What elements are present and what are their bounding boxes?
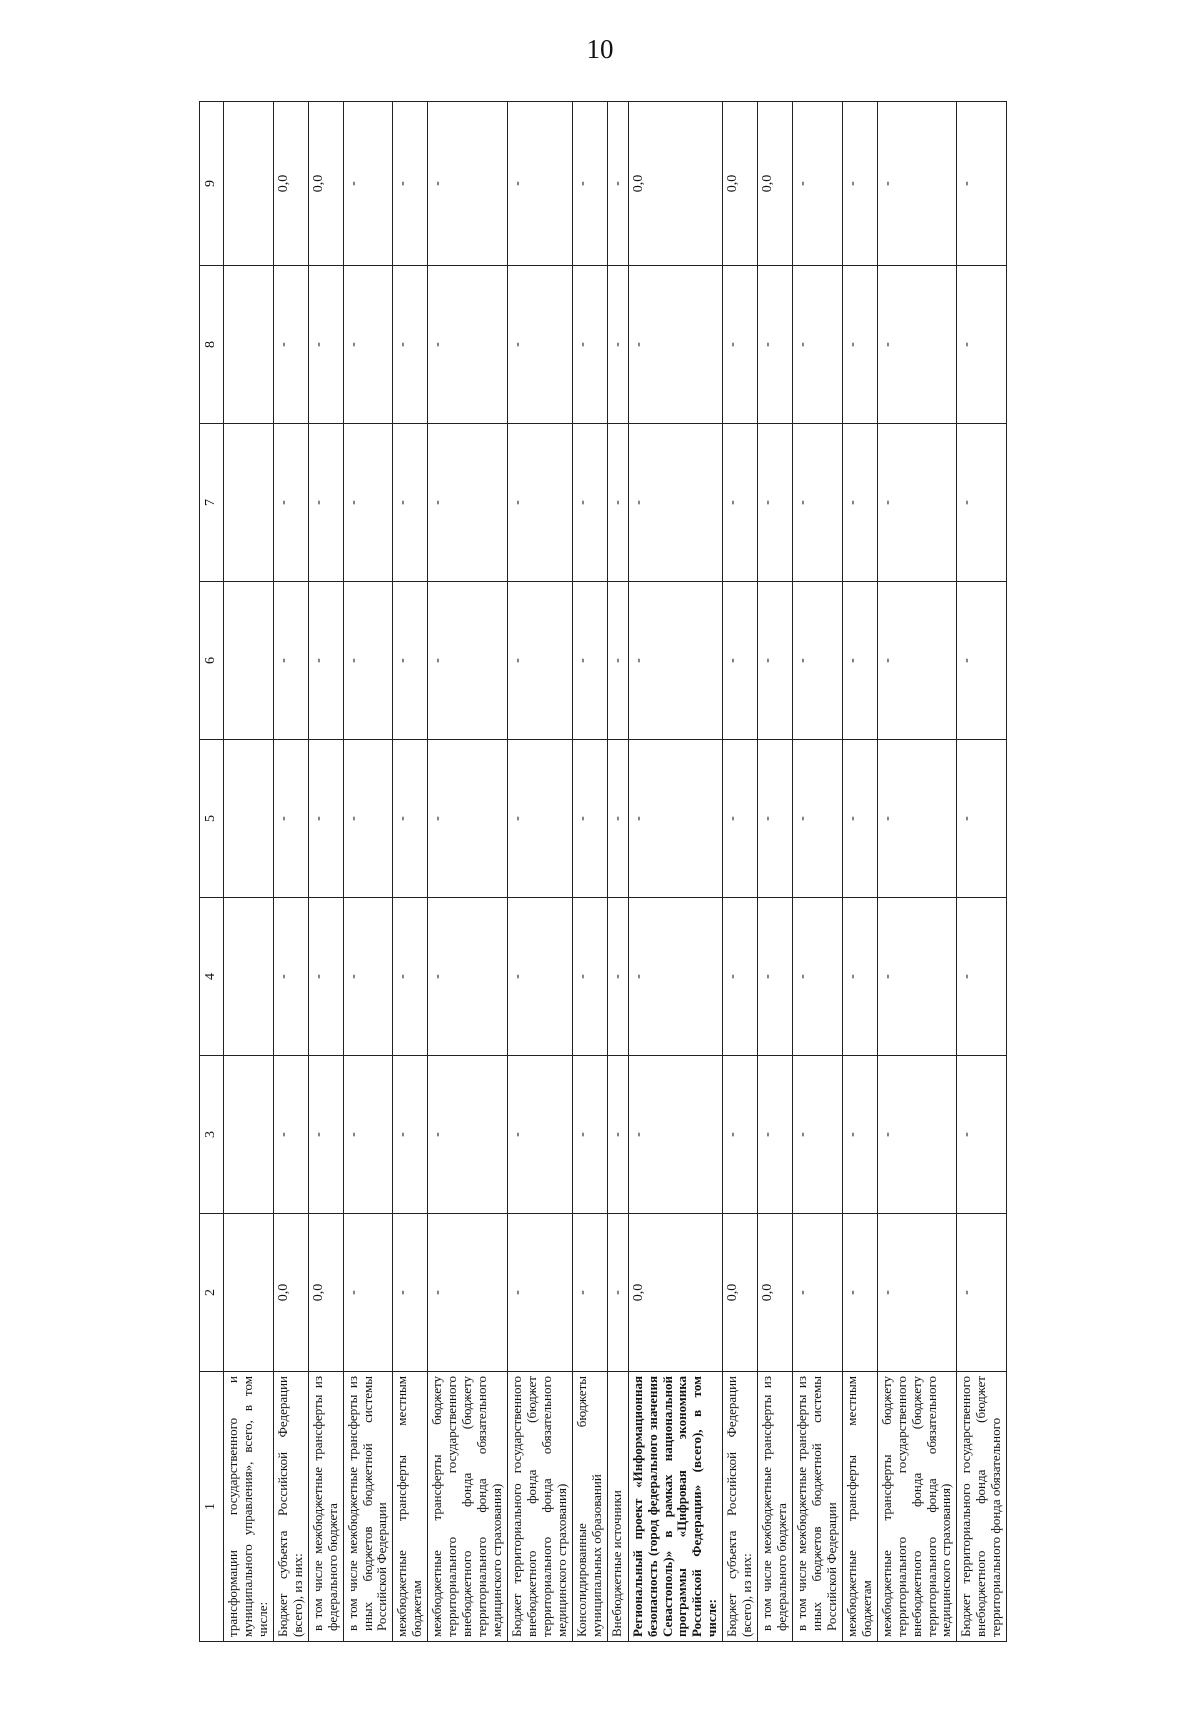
table-cell-value: - bbox=[507, 740, 572, 898]
table-row bbox=[428, 102, 508, 1642]
table-cell-value: - bbox=[308, 898, 343, 1056]
table-cell-value: - bbox=[758, 266, 793, 424]
column-number-row bbox=[200, 102, 224, 1642]
table-cell-value: - bbox=[793, 582, 843, 740]
table-cell-value: - bbox=[273, 582, 308, 740]
table-cell-value: - bbox=[723, 1056, 758, 1214]
table-cell-value: - bbox=[428, 1056, 508, 1214]
table-cell-value: - bbox=[957, 582, 1007, 740]
column-header: 1 bbox=[200, 1372, 224, 1642]
table-cell-value: - bbox=[393, 1056, 428, 1214]
table-cell-value: 0,0 bbox=[308, 102, 343, 266]
table-cell-value: - bbox=[308, 740, 343, 898]
table-cell-value: - bbox=[877, 1056, 957, 1214]
table-cell-value: - bbox=[628, 582, 723, 740]
table-cell-value: - bbox=[607, 1056, 628, 1214]
table-cell-value: - bbox=[628, 898, 723, 1056]
table-cell-value: - bbox=[758, 740, 793, 898]
table-cell-value: - bbox=[607, 898, 628, 1056]
table-cell-value: - bbox=[723, 266, 758, 424]
column-header: 5 bbox=[200, 740, 224, 898]
table-cell-value: - bbox=[877, 898, 957, 1056]
table-cell-value: - bbox=[343, 424, 393, 582]
table-cell-value: - bbox=[607, 266, 628, 424]
table-cell-value: - bbox=[723, 582, 758, 740]
table-cell-value: - bbox=[957, 424, 1007, 582]
table-row bbox=[343, 102, 393, 1642]
table-cell-value: - bbox=[842, 1056, 877, 1214]
table-cell-value: 0,0 bbox=[723, 102, 758, 266]
table-cell-value: - bbox=[628, 1056, 723, 1214]
table-cell-value: - bbox=[758, 898, 793, 1056]
table-cell-value: - bbox=[758, 424, 793, 582]
table-cell-value: - bbox=[572, 1214, 607, 1372]
table-cell-value: - bbox=[428, 102, 508, 266]
table-cell-value: - bbox=[877, 1214, 957, 1372]
table-cell-value: - bbox=[628, 266, 723, 424]
table-cell-value: - bbox=[793, 740, 843, 898]
table-cell-value: - bbox=[877, 424, 957, 582]
row-label: межбюджетные трансферты бюджету территориального государственного внебюджетного фонда (бюджету территориального фонда обязательного медицинского страхования) bbox=[877, 1372, 957, 1642]
row-label: трансформации государственного и муниципального управления», всего, в том числе: bbox=[224, 1372, 274, 1642]
table-cell-value: - bbox=[343, 740, 393, 898]
table-cell-value: - bbox=[842, 898, 877, 1056]
table-row bbox=[308, 102, 343, 1642]
table-cell-value: - bbox=[877, 740, 957, 898]
table-cell-value: - bbox=[308, 582, 343, 740]
table-cell-value: - bbox=[957, 740, 1007, 898]
page-number: 10 bbox=[586, 34, 614, 64]
table-cell-value: - bbox=[723, 424, 758, 582]
row-label: Бюджет субъекта Российской Федерации (всего), из них: bbox=[723, 1372, 758, 1642]
table-cell-value: - bbox=[507, 582, 572, 740]
row-label: Консолидированные бюджеты муниципальных образований bbox=[572, 1372, 607, 1642]
table-cell-value: - bbox=[957, 1056, 1007, 1214]
row-label: в том числе межбюджетные трансферты из федерального бюджета bbox=[308, 1372, 343, 1642]
table-cell-value: - bbox=[758, 582, 793, 740]
table-cell-value: - bbox=[428, 582, 508, 740]
table-cell-value: - bbox=[343, 1214, 393, 1372]
table-cell-value: - bbox=[273, 740, 308, 898]
table-cell-value bbox=[224, 1214, 274, 1372]
table-cell-value: - bbox=[877, 266, 957, 424]
column-header: 4 bbox=[200, 898, 224, 1056]
table-cell-value: - bbox=[343, 102, 393, 266]
row-label: Бюджет территориального государственного внебюджетного фонда (бюджет территориального фонда обязательного bbox=[957, 1372, 1007, 1642]
table-row bbox=[224, 102, 274, 1642]
table-cell-value bbox=[224, 1056, 274, 1214]
table-cell-value bbox=[224, 102, 274, 266]
table-cell-value: - bbox=[308, 1056, 343, 1214]
table-cell-value: - bbox=[507, 102, 572, 266]
table-row bbox=[842, 102, 877, 1642]
table-cell-value: - bbox=[607, 582, 628, 740]
row-label: Бюджет субъекта Российской Федерации (всего), из них: bbox=[273, 1372, 308, 1642]
table-cell-value: - bbox=[393, 1214, 428, 1372]
table-cell-value: - bbox=[273, 1056, 308, 1214]
table-cell-value: - bbox=[607, 424, 628, 582]
table-cell-value bbox=[224, 740, 274, 898]
row-label: Внебюджетные источники bbox=[607, 1372, 628, 1642]
table-cell-value: - bbox=[793, 266, 843, 424]
table-cell-value: - bbox=[343, 266, 393, 424]
table-cell-value: 0,0 bbox=[273, 102, 308, 266]
table-cell-value: - bbox=[842, 740, 877, 898]
row-label: Региональный проект «Информационная безопасность (город федерального значения Севастополь)» в рамках национальной программы «Цифровая экономика Российской Федерации» (всего), в том числе: bbox=[628, 1372, 723, 1642]
table-cell-value: - bbox=[877, 102, 957, 266]
table-cell-value: - bbox=[428, 424, 508, 582]
table-row bbox=[628, 102, 723, 1642]
table-cell-value: - bbox=[393, 424, 428, 582]
table-cell-value: - bbox=[428, 898, 508, 1056]
column-header: 3 bbox=[200, 1056, 224, 1214]
table-cell-value: - bbox=[507, 898, 572, 1056]
column-header: 7 bbox=[200, 424, 224, 582]
table-cell-value: - bbox=[957, 102, 1007, 266]
table-cell-value: - bbox=[393, 898, 428, 1056]
table-cell-value: - bbox=[308, 266, 343, 424]
table-cell-value bbox=[224, 898, 274, 1056]
table-row bbox=[877, 102, 957, 1642]
table-cell-value: 0,0 bbox=[758, 1214, 793, 1372]
table-cell-value: - bbox=[758, 1056, 793, 1214]
table-cell-value: - bbox=[572, 102, 607, 266]
table-cell-value: 0,0 bbox=[628, 1214, 723, 1372]
table-row bbox=[507, 102, 572, 1642]
table-row bbox=[758, 102, 793, 1642]
table-cell-value: 0,0 bbox=[308, 1214, 343, 1372]
table-cell-value: 0,0 bbox=[723, 1214, 758, 1372]
table-cell-value: - bbox=[507, 1056, 572, 1214]
table-cell-value: - bbox=[628, 424, 723, 582]
table-cell-value: - bbox=[572, 740, 607, 898]
table-cell-value: - bbox=[572, 582, 607, 740]
table-cell-value: - bbox=[393, 740, 428, 898]
rotated-table-frame bbox=[199, 102, 1004, 1642]
table-row bbox=[723, 102, 758, 1642]
table-cell-value: - bbox=[507, 1214, 572, 1372]
table-cell-value: - bbox=[957, 266, 1007, 424]
table-cell-value: - bbox=[273, 266, 308, 424]
table-cell-value: - bbox=[393, 266, 428, 424]
table-cell-value: - bbox=[343, 1056, 393, 1214]
table-cell-value: - bbox=[957, 898, 1007, 1056]
table-cell-value: - bbox=[793, 1214, 843, 1372]
row-label: в том числе межбюджетные трансферты из иных бюджетов бюджетной системы Российской Федерации bbox=[793, 1372, 843, 1642]
table-cell-value: - bbox=[343, 898, 393, 1056]
table-cell-value: - bbox=[393, 582, 428, 740]
table-cell-value: - bbox=[572, 266, 607, 424]
table-cell-value: - bbox=[793, 424, 843, 582]
table-cell-value: - bbox=[572, 1056, 607, 1214]
table-row bbox=[393, 102, 428, 1642]
table-cell-value: - bbox=[723, 740, 758, 898]
table-cell-value: - bbox=[507, 424, 572, 582]
table-cell-value: - bbox=[793, 102, 843, 266]
row-label: межбюджетные трансферты бюджету территориального государственного внебюджетного фонда (бюджету территориального фонда обязательного медицинского страхования) bbox=[428, 1372, 508, 1642]
table-cell-value: - bbox=[793, 1056, 843, 1214]
table-cell-value: - bbox=[393, 102, 428, 266]
column-header: 9 bbox=[200, 102, 224, 266]
table-row bbox=[957, 102, 1007, 1642]
table-cell-value bbox=[224, 582, 274, 740]
table-cell-value: - bbox=[842, 102, 877, 266]
table-cell-value: - bbox=[842, 1214, 877, 1372]
table-cell-value: - bbox=[628, 740, 723, 898]
table-cell-value: - bbox=[607, 1214, 628, 1372]
table-cell-value: - bbox=[343, 582, 393, 740]
table-cell-value: - bbox=[572, 424, 607, 582]
table-row bbox=[607, 102, 628, 1642]
table-cell-value: - bbox=[793, 898, 843, 1056]
table-row bbox=[273, 102, 308, 1642]
table-cell-value: - bbox=[428, 1214, 508, 1372]
table-cell-value: 0,0 bbox=[628, 102, 723, 266]
table-cell-value: - bbox=[842, 582, 877, 740]
table-cell-value: - bbox=[572, 898, 607, 1056]
table-cell-value: - bbox=[507, 266, 572, 424]
table-cell-value: - bbox=[723, 898, 758, 1056]
column-header: 6 bbox=[200, 582, 224, 740]
table-cell-value: - bbox=[842, 424, 877, 582]
table-cell-value: - bbox=[273, 424, 308, 582]
table-cell-value bbox=[224, 266, 274, 424]
table-cell-value: - bbox=[428, 740, 508, 898]
table-cell-value: 0,0 bbox=[758, 102, 793, 266]
table-cell-value: - bbox=[957, 1214, 1007, 1372]
row-label: Бюджет территориального государственного внебюджетного фонда (бюджет территориального фонда обязательного медицинского страхования) bbox=[507, 1372, 572, 1642]
table-cell-value: 0,0 bbox=[273, 1214, 308, 1372]
table-cell-value: - bbox=[308, 424, 343, 582]
row-label: межбюджетные трансферты местным бюджетам bbox=[842, 1372, 877, 1642]
row-label: в том числе межбюджетные трансферты из федерального бюджета bbox=[758, 1372, 793, 1642]
table-cell-value: - bbox=[877, 582, 957, 740]
column-header: 2 bbox=[200, 1214, 224, 1372]
row-label: в том числе межбюджетные трансферты из иных бюджетов бюджетной системы Российской Федерации bbox=[343, 1372, 393, 1642]
table-cell-value: - bbox=[842, 266, 877, 424]
table-body bbox=[224, 102, 1007, 1642]
table-cell-value: - bbox=[607, 102, 628, 266]
table-row bbox=[572, 102, 607, 1642]
table-cell-value bbox=[224, 424, 274, 582]
column-header: 8 bbox=[200, 266, 224, 424]
row-label: межбюджетные трансферты местным бюджетам bbox=[393, 1372, 428, 1642]
table-cell-value: - bbox=[607, 740, 628, 898]
table-row bbox=[793, 102, 843, 1642]
table-cell-value: - bbox=[273, 898, 308, 1056]
budget-table bbox=[199, 101, 1007, 1642]
table-cell-value: - bbox=[428, 266, 508, 424]
